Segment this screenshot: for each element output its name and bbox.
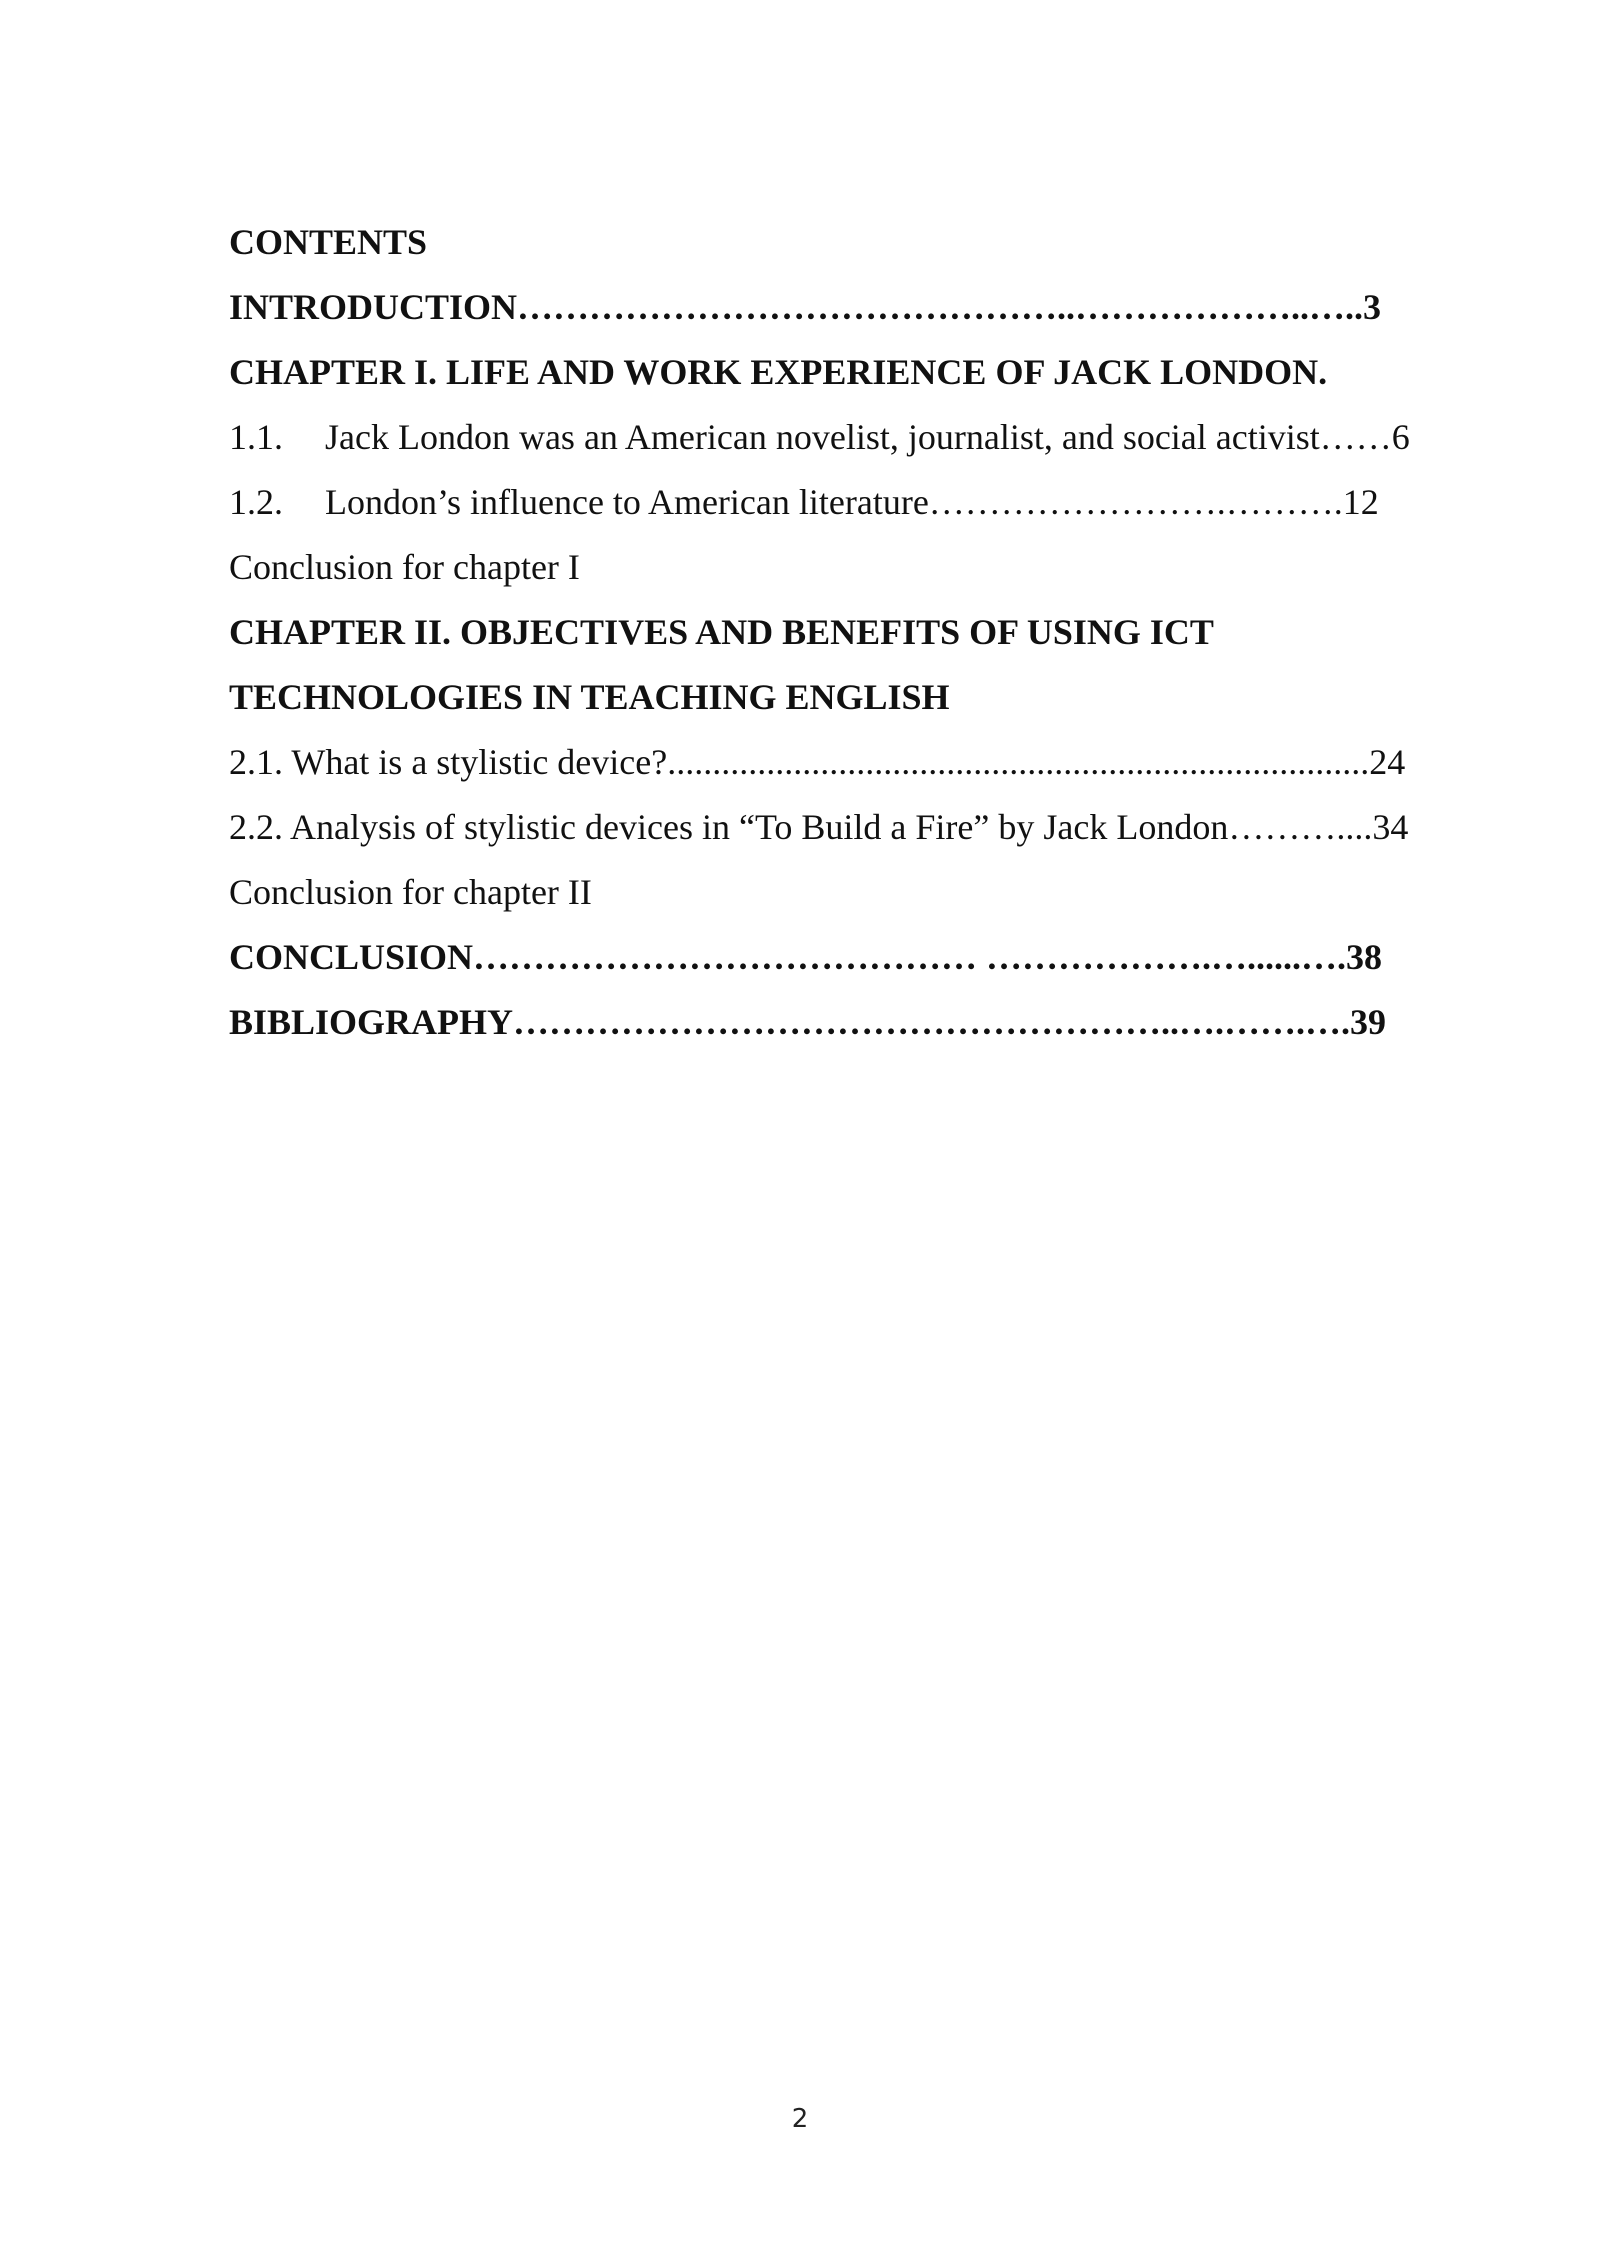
- toc-entry-text: Jack London was an American novelist, journalist, and social activist……6: [325, 417, 1410, 457]
- toc-entry-1-2: [229, 470, 1529, 535]
- toc-entry-bibliography: BIBLIOGRAPHY………………………………………………..….…….….39: [229, 1002, 1387, 1042]
- table-of-contents: [229, 210, 1529, 1055]
- toc-entry-conclusion-chapter-1: Conclusion for chapter I: [229, 547, 580, 587]
- toc-entry-number: 1.2.: [229, 482, 283, 522]
- contents-heading: CONTENTS: [229, 222, 428, 262]
- toc-entry-chapter-2-line-2: TECHNOLOGIES IN TEACHING ENGLISH: [229, 677, 950, 717]
- page-number: 2: [791, 2104, 809, 2134]
- toc-entry-number: 1.1.: [229, 417, 283, 457]
- toc-entry-conclusion: CONCLUSION…………………………………… ……………….…......….38: [229, 937, 1383, 977]
- toc-entry-1-1: [229, 405, 1529, 470]
- toc-entry-chapter-2-line-1: CHAPTER II. OBJECTIVES AND BENEFITS OF USING ICT: [229, 612, 1214, 652]
- toc-entry-2-2: 2.2. Analysis of stylistic devices in “To Build a Fire” by Jack London………....34: [229, 807, 1409, 847]
- toc-entry-chapter-1: CHAPTER I. LIFE AND WORK EXPERIENCE OF JACK LONDON.: [229, 352, 1328, 392]
- toc-entry-introduction: INTRODUCTION………………………………………..………………..…..3: [229, 287, 1382, 327]
- toc-entry-2-1: 2.1. What is a stylistic device?..............................................................................24: [229, 742, 1406, 782]
- toc-entry-conclusion-chapter-2: Conclusion for chapter II: [229, 872, 592, 912]
- toc-entry-text: London’s influence to American literature…………………….……….12: [325, 482, 1379, 522]
